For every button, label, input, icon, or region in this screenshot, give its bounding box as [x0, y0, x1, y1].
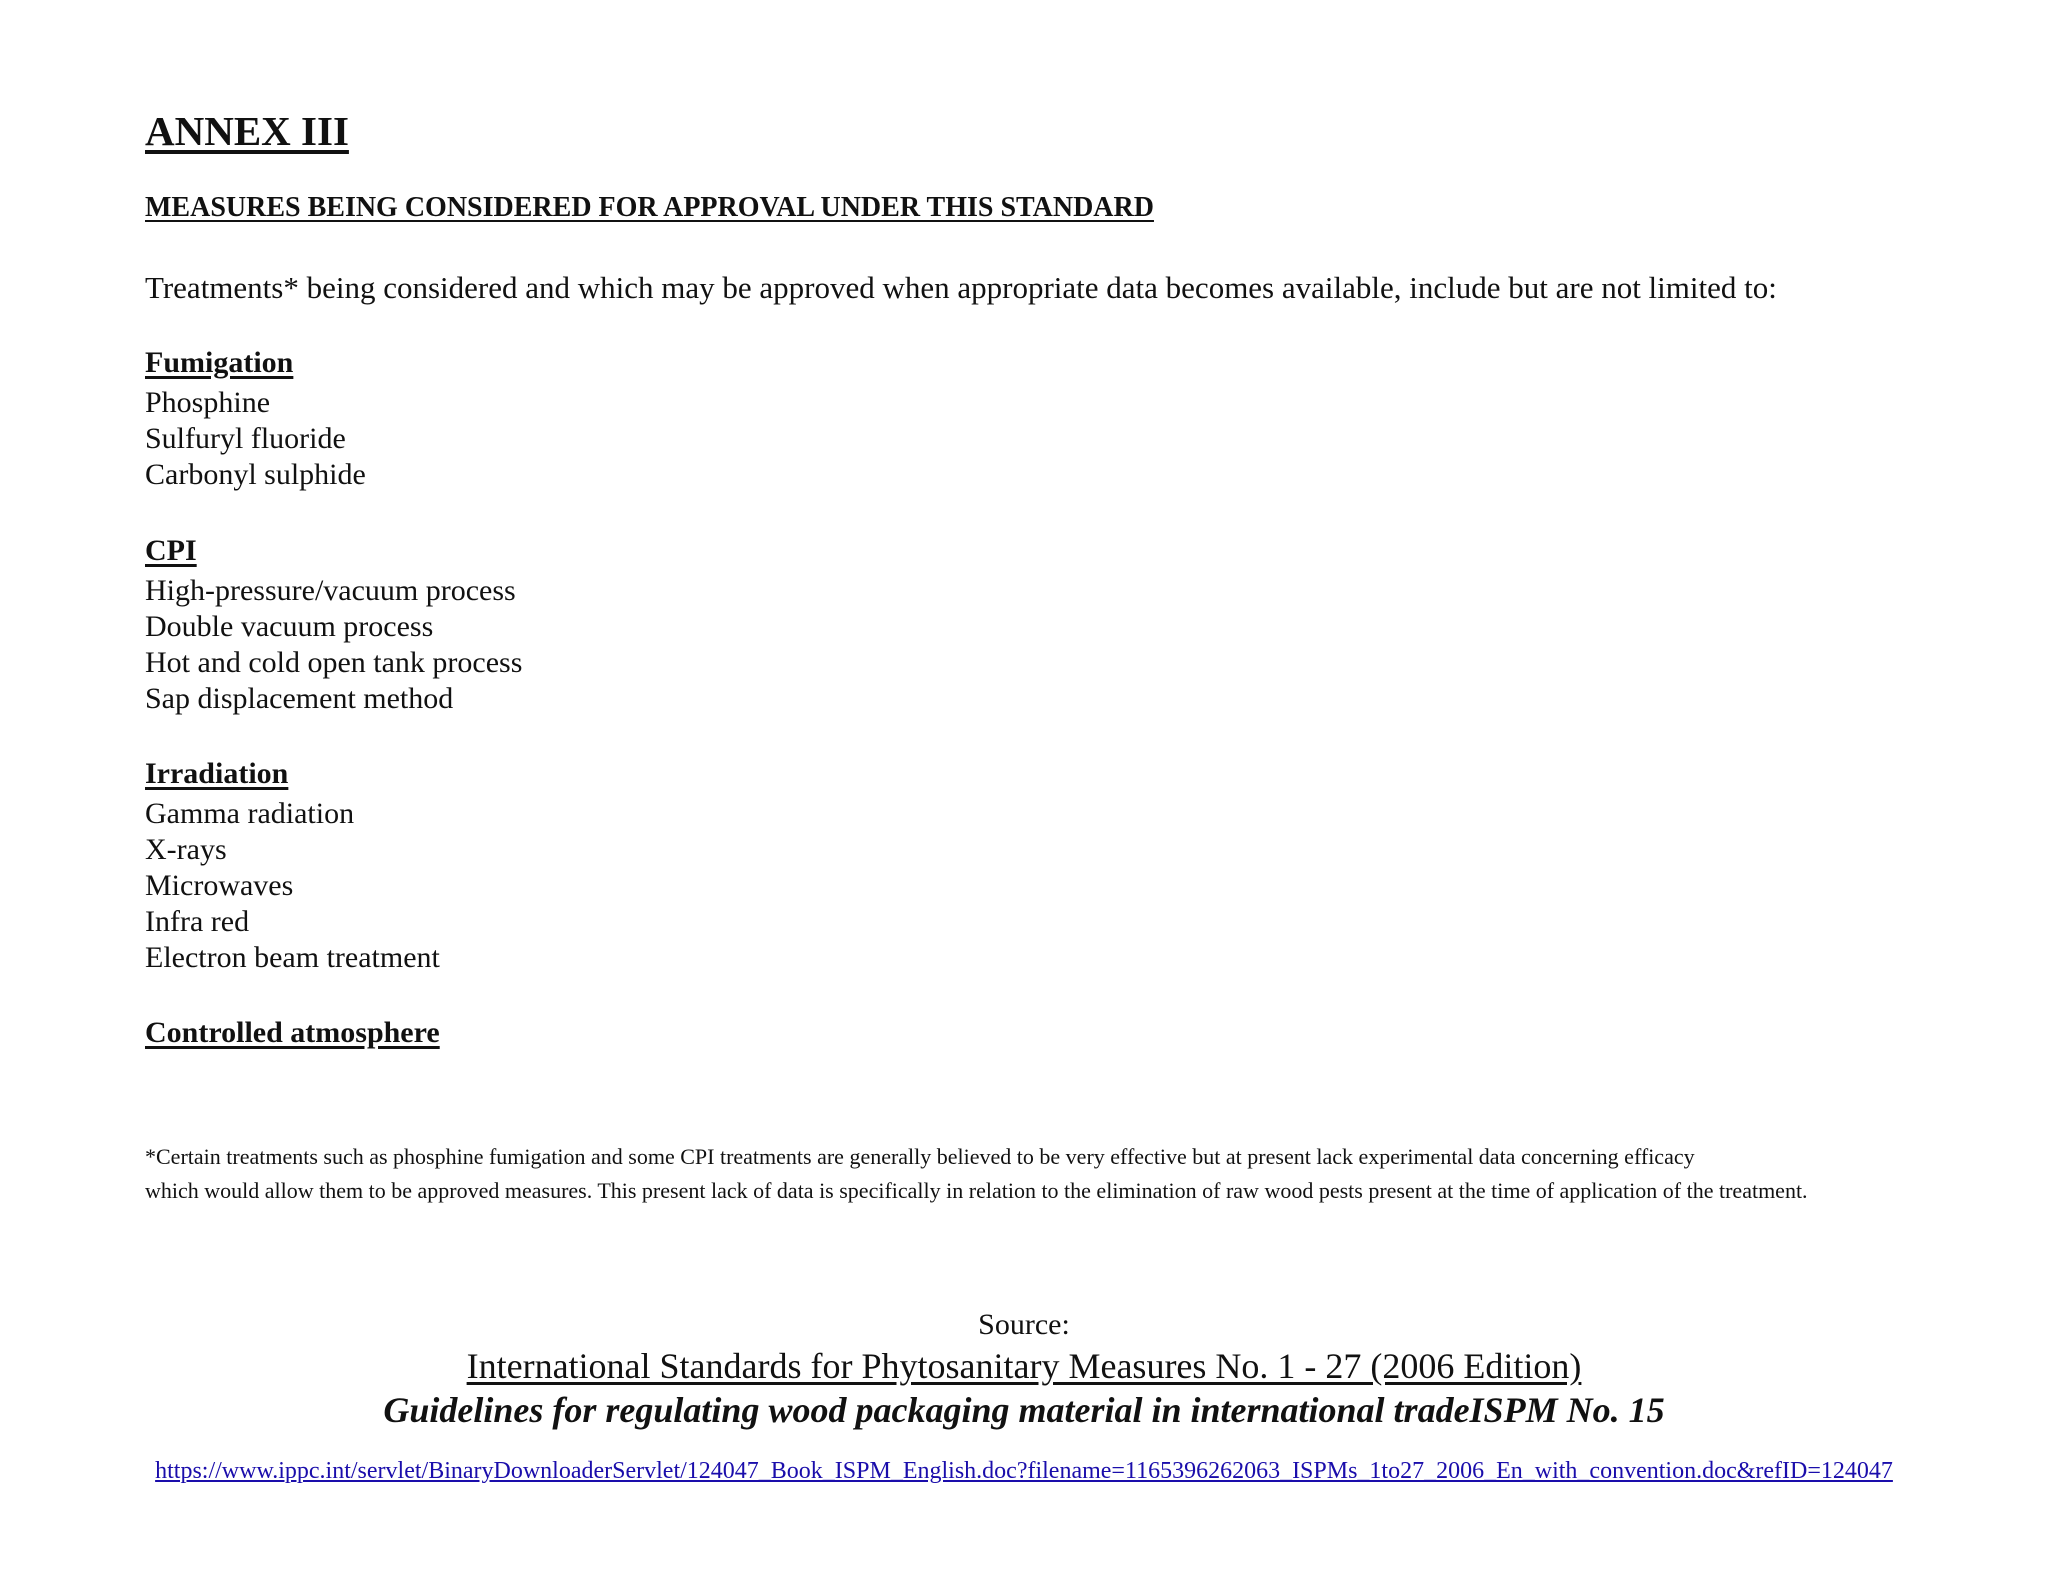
- annex-subtitle: MEASURES BEING CONSIDERED FOR APPROVAL UNDER THIS STANDARD: [145, 192, 1154, 223]
- section-controlled-atmosphere: [145, 1015, 440, 1055]
- list-item: Carbonyl sulphide: [145, 458, 366, 491]
- footnote-line-2: which would allow them to be approved measures. This present lack of data is specifically in relation to the elimination of raw wood pests present at the time of application of the treatment.: [145, 1178, 1808, 1203]
- fumigation-list: [145, 385, 366, 493]
- section-cpi: [145, 533, 522, 717]
- intro-paragraph: Treatments* being considered and which may be approved when appropriate data becomes available, include but are not limited to:: [145, 270, 1777, 305]
- source-label: Source:: [978, 1308, 1070, 1341]
- section-irradiation: [145, 756, 440, 976]
- section-heading-irradiation: Irradiation: [145, 757, 289, 790]
- list-item: Sulfuryl fluoride: [145, 422, 346, 455]
- irradiation-list: [145, 796, 440, 976]
- section-heading-cpi: CPI: [145, 534, 197, 567]
- list-item: High-pressure/vacuum process: [145, 574, 516, 607]
- source-title: International Standards for Phytosanitary Measures No. 1 - 27 (2006 Edition): [466, 1346, 1582, 1386]
- list-item: Double vacuum process: [145, 610, 434, 643]
- list-item: Microwaves: [145, 869, 294, 902]
- source-subtitle: Guidelines for regulating wood packaging material in international tradeISPM No. 15: [383, 1390, 1665, 1430]
- list-item: Electron beam treatment: [145, 941, 440, 974]
- source-url-link[interactable]: https://www.ippc.int/servlet/BinaryDownloaderServlet/124047_Book_ISPM_English.doc?filename=1165396262063_ISPMs_1to27_2006_En_with_convention.doc&refID=124047: [155, 1458, 1893, 1484]
- section-heading-fumigation: Fumigation: [145, 346, 294, 379]
- list-item: Sap displacement method: [145, 682, 454, 715]
- list-item: Infra red: [145, 905, 250, 938]
- section-fumigation: [145, 345, 366, 493]
- list-item: Phosphine: [145, 386, 271, 419]
- annex-title: ANNEX III: [145, 108, 349, 154]
- cpi-list: [145, 573, 522, 717]
- list-item: X-rays: [145, 833, 227, 866]
- list-item: Gamma radiation: [145, 797, 355, 830]
- list-item: Hot and cold open tank process: [145, 646, 523, 679]
- source-block: [0, 1306, 2048, 1432]
- footnote-line-1: *Certain treatments such as phosphine fumigation and some CPI treatments are generally believed to be very effective but at present lack experimental data concerning efficacy: [145, 1144, 1695, 1169]
- footnote: [145, 1140, 1965, 1208]
- section-heading-controlled-atmosphere: Controlled atmosphere: [145, 1016, 440, 1049]
